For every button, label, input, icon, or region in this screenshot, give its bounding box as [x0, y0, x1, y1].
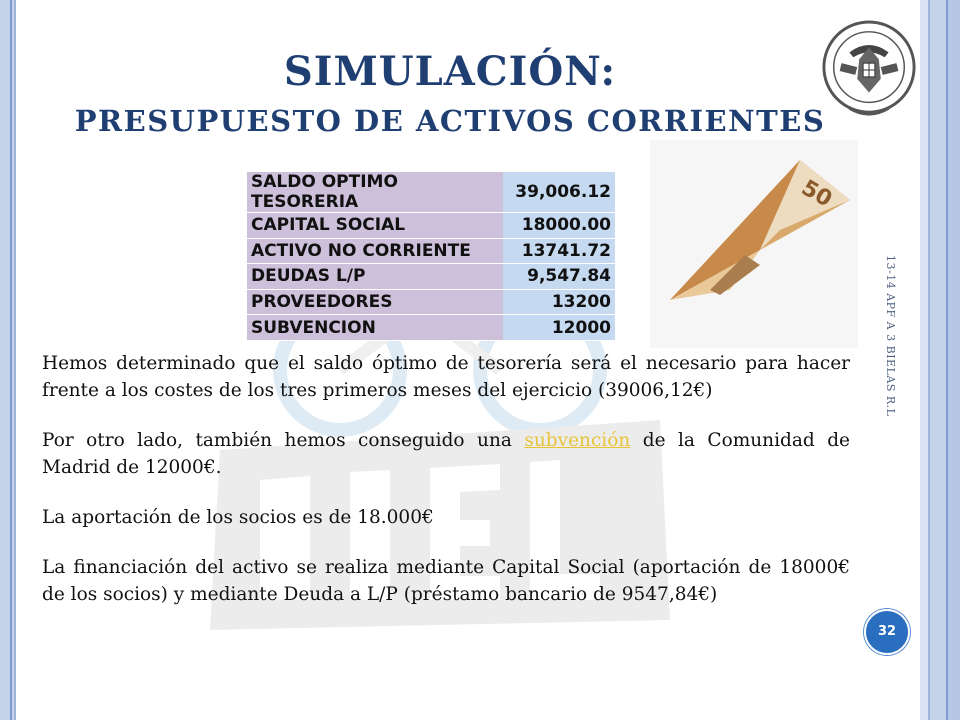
slide-subtitle: PRESUPUESTO DE ACTIVOS CORRIENTES	[74, 104, 826, 138]
table-cell-label: DEUDAS L/P	[247, 264, 503, 290]
table-row	[247, 238, 615, 264]
table-row	[247, 289, 615, 315]
right-frame-border	[920, 0, 960, 720]
university-seal-icon	[820, 18, 918, 124]
paragraph-subsidy-start: Por otro lado, también hemos conseguido una	[42, 430, 525, 451]
left-frame-border	[0, 0, 16, 720]
table-row	[247, 213, 615, 239]
table-cell-value: 9,547.84	[503, 264, 615, 290]
svg-text:50: 50	[797, 175, 837, 213]
page-number-badge: 32	[864, 609, 910, 655]
banknote-paper-plane-icon	[650, 140, 858, 348]
table-cell-value: 13741.72	[503, 238, 615, 264]
table-cell-label: ACTIVO NO CORRIENTE	[247, 238, 503, 264]
slide-body	[42, 350, 850, 631]
table-cell-label: PROVEEDORES	[247, 289, 503, 315]
table-row	[247, 264, 615, 290]
paragraph-subsidy	[42, 427, 850, 481]
paragraph-financing: La financiación del activo se realiza mediante Capital Social (aportación de 18000€ de los socios) y mediante Deuda a L/P (préstamo bancario de 9547,84€)	[42, 557, 850, 605]
budget-table	[247, 172, 615, 341]
table-cell-label: CAPITAL SOCIAL	[247, 213, 503, 239]
table-cell-value: 18000.00	[503, 213, 615, 239]
table-cell-value: 12000	[503, 315, 615, 341]
table-cell-label: SALDO OPTIMO TESORERIA	[247, 172, 503, 213]
table-cell-label: SUBVENCION	[247, 315, 503, 341]
table-row	[247, 315, 615, 341]
paragraph-subsidy-end: de la Comunidad de Madrid de 12000€.	[42, 430, 850, 478]
subsidy-link[interactable]: subvención	[524, 430, 631, 451]
sidebar-footer-text: 13-14 APF A 3 BIELAS R.L	[884, 255, 897, 417]
table-row	[247, 172, 615, 213]
paragraph-partners-contribution: La aportación de los socios es de 18.000€	[42, 507, 434, 528]
table-cell-value: 13200	[503, 289, 615, 315]
paragraph-optimal-balance: Hemos determinado que el saldo óptimo de tesorería será el necesario para hacer frente a los costes de los tres primeros meses del ejercicio (39006,12€)	[42, 353, 850, 401]
table-cell-value: 39,006.12	[503, 172, 615, 213]
slide-title: SIMULACIÓN:	[283, 48, 617, 95]
